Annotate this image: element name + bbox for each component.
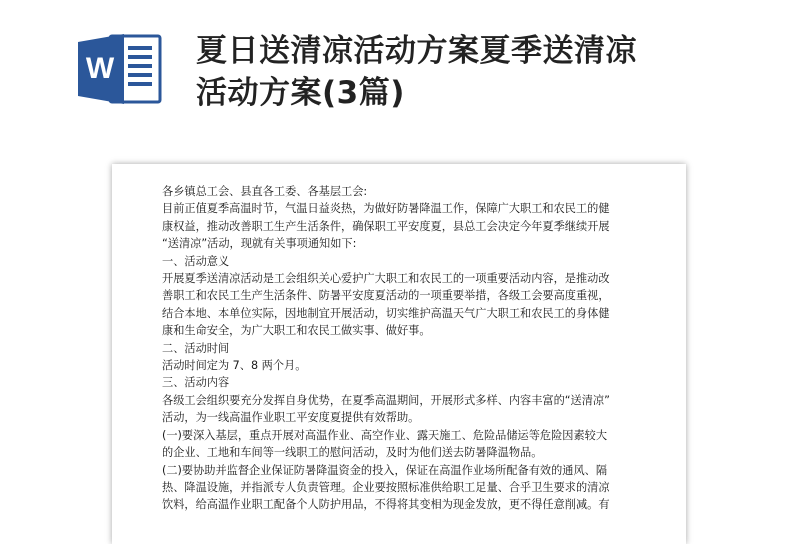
document-line: 热、降温设施，并指派专人负责管理。企业要按照标准供给职工足量、合乎卫生要求的清凉 (162, 480, 610, 494)
document-line: (一)要深入基层，重点开展对高温作业、高空作业、露天施工、危险品储运等危险因素较大 (162, 428, 608, 442)
document-line: 三、活动内容 (162, 376, 230, 390)
word-icon-letter: W (85, 52, 115, 85)
document-line: 活动，为一线高温作业职工平安度夏提供有效帮助。 (162, 411, 420, 425)
document-line: 二、活动时间 (162, 341, 230, 355)
document-line: 各级工会组织要充分发挥自身优势，在夏季高温期间，开展形式多样、内容丰富的“送清凉” (162, 393, 610, 407)
document-line: “送清凉”活动，现就有关事项通知如下: (162, 237, 357, 251)
document-body (162, 183, 648, 514)
document-line: (二)要协助并监督企业保证防暑降温资金的投入，保证在高温作业场所配备有效的通风、隔 (162, 463, 608, 477)
page-header (0, 0, 800, 150)
word-document-icon (76, 30, 164, 108)
document-line: 善职工和农民工生产生活条件、防暑平安度夏活动的一项重要举措，各级工会要高度重视， (162, 289, 610, 303)
document-line: 的企业、工地和车间等一线职工的慰问活动，及时为他们送去防暑降温物品。 (162, 446, 543, 460)
document-line: 康权益，推动改善职工生产生活条件，确保职工平安度夏，县总工会决定今年夏季继续开展 (162, 219, 610, 233)
document-line: 活动时间定为 7、8 两个月。 (162, 359, 307, 373)
title-line-1: 夏日送清凉活动方案夏季送清凉 (196, 33, 637, 69)
document-line: 一、活动意义 (162, 254, 230, 268)
document-line: 各乡镇总工会、县直各工委、各基层工会: (162, 185, 368, 198)
document-line: 开展夏季送清凉活动是工会组织关心爱护广大职工和农民工的一项重要活动内容，是推动改 (162, 272, 610, 286)
document-line: 目前正值夏季高温时节，气温日益炎热，为做好防暑降温工作，保障广大职工和农民工的健 (162, 202, 610, 216)
document-line: 结合本地、本单位实际，因地制宜开展活动，切实维护高温天气广大职工和农民工的身体健 (162, 306, 610, 320)
document-line: 康和生命安全，为广大职工和农民工做实事、做好事。 (162, 324, 431, 338)
title-line-2: 活动方案(3篇) (196, 75, 405, 111)
document-line: 饮料，给高温作业职工配备个人防护用品，不得将其变相为现金发放，更不得任意削减。有 (162, 498, 610, 512)
page-title (196, 30, 786, 114)
